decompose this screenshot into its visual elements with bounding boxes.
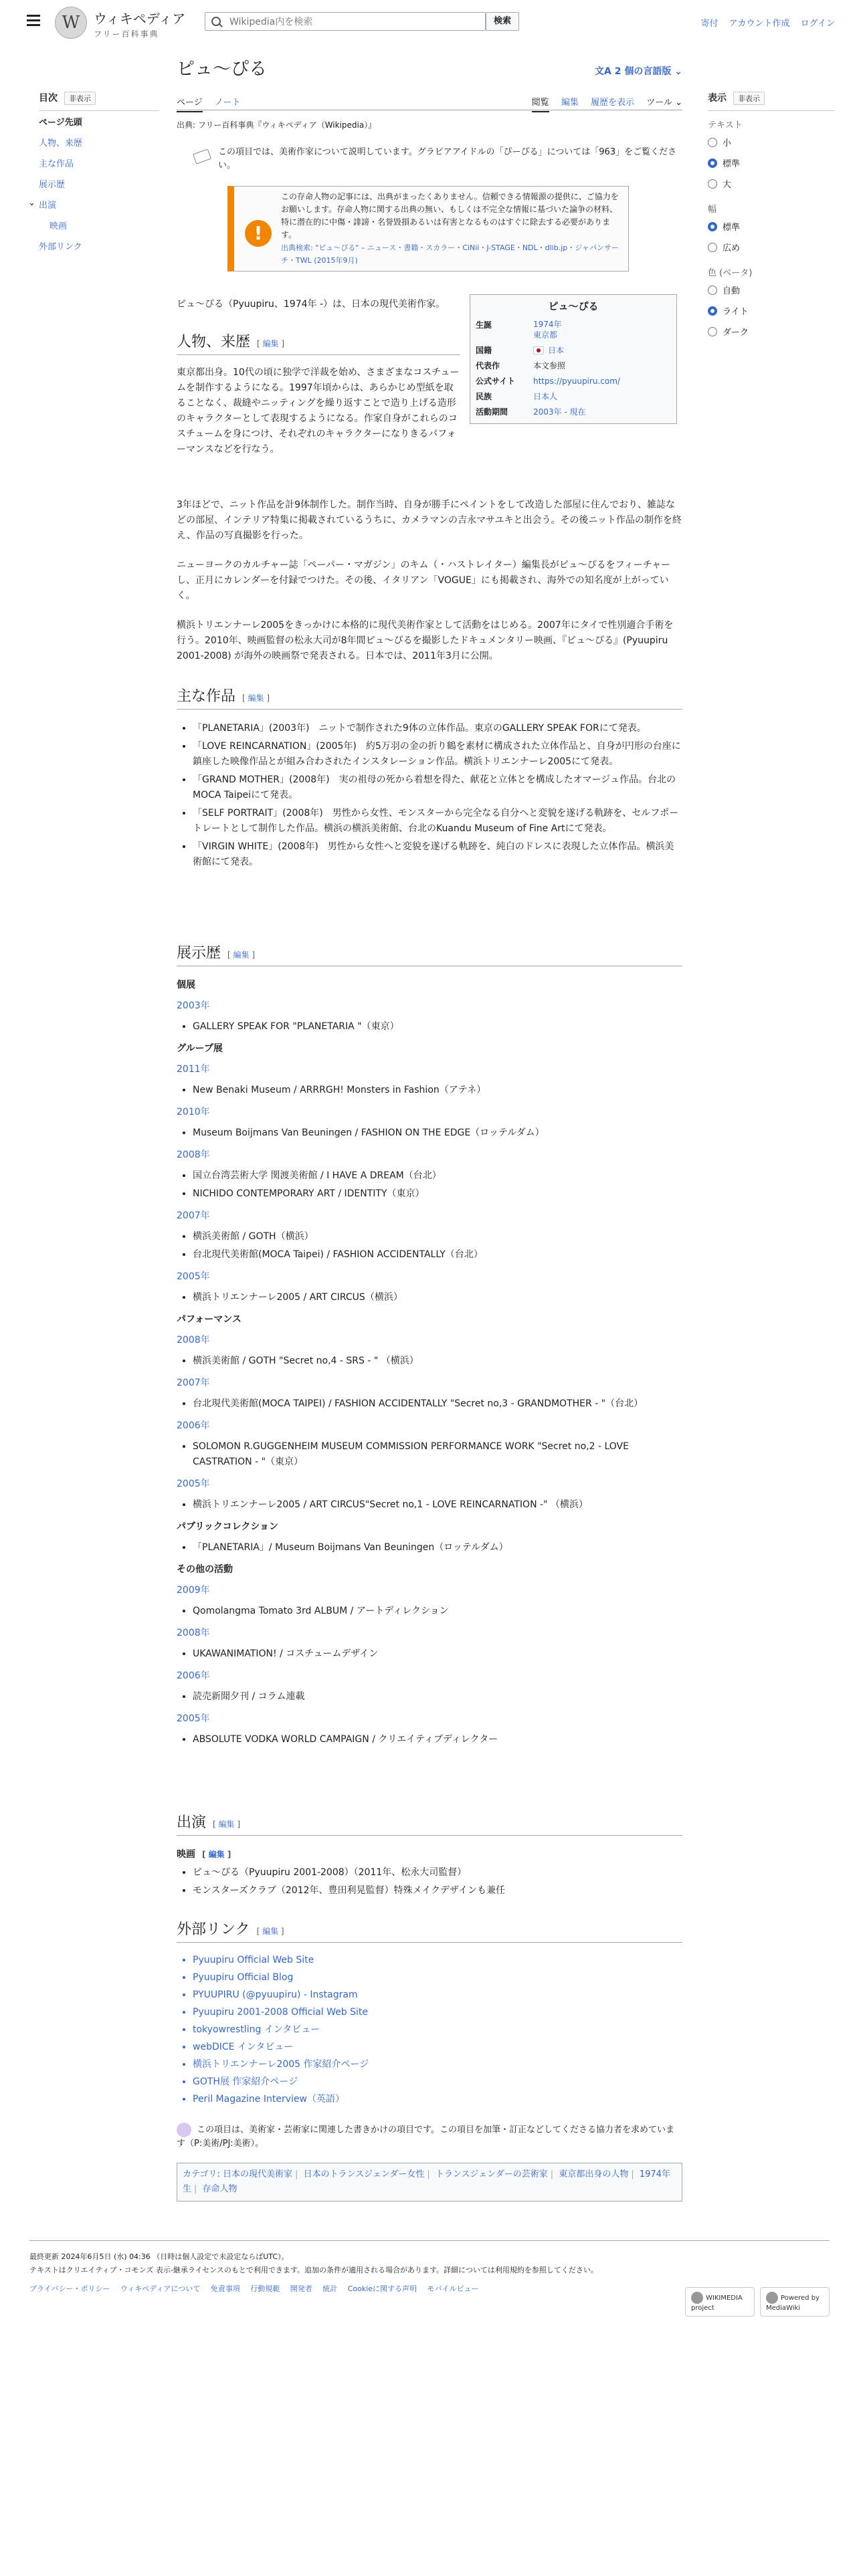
tools-label: ツール [646,98,672,108]
infobox-label: 代表作 [476,361,500,370]
tab-tools[interactable]: ツール ⌄ [646,98,682,108]
search-icon [211,17,221,26]
footer-link[interactable]: 行動規範 [250,2284,280,2293]
section-heading-works: 主な作品 [ 編集 ] [177,689,682,710]
footer-link[interactable]: Cookieに関する声明 [347,2284,417,2293]
hatnote [177,140,682,178]
exhibition-year-heading: 2006年 [177,1420,210,1431]
list-item: • SOLOMON R.GUGGENHEIM MUSEUM COMMISSION PERFORMANCE WORK "Secret no,2 - LOVE CASTRATION - "（東京） [193,1439,682,1470]
lead-paragraph: ピュ〜ぴる（Pyuupiru、1974年 -）は、日本の現代美術作家。 [177,299,446,310]
infobox-value-nationality [533,342,671,358]
category-link[interactable]: 日本のトランスジェンダー女性 [303,2169,425,2179]
heading-text: 外部リンク [177,1921,250,1938]
list-item: • 横浜トリエンナーレ2005 / ART CIRCUS"Secret no,1 - LOVE REINCARNATION -" （横浜） [193,1497,682,1513]
list-item: • ピュ〜ぴる（Pyuupiru 2001-2008）（2011年、松永大司監督） [193,1865,682,1881]
list-item: • New Benaki Museum / ARRRGH! Monsters in Fashion（アテネ） [193,1083,682,1098]
art-stub-icon [177,2123,191,2137]
radio-label: ダーク [723,328,749,338]
login-link[interactable]: ログイン [800,19,835,29]
list-item: • 「PLANETARIA」(2003年) ニットで制作された9体の立体作品。東京のGALLERY SPEAK FORにて発表。 [193,721,682,736]
wikimedia-badge[interactable] [685,2287,755,2317]
footer-link[interactable]: モバイルビュー [427,2284,479,2293]
color-auto-radio[interactable] [708,284,835,296]
badge-text: Powered by MediaWiki [766,2294,820,2312]
footer-link[interactable]: 免責事項 [210,2284,240,2293]
infobox-label: 生誕 [476,320,492,330]
exhibition-group-heading: 個展 [177,980,195,990]
category-link[interactable]: 1974年生 [183,2169,670,2194]
exhibition-year-heading: 2008年 [177,1628,210,1638]
exhibition-year-heading: 2006年 [177,1671,210,1681]
infobox-label: 活動期間 [476,407,508,417]
bio-paragraph-3: ニューヨークのカルチャー誌「ペーパー・マガジン」のキム（・ハストレイター）編集長がピュ〜ぴるをフィーチャーし、正月にカレンダーを付録でつけた。その後、イタリアン「VOGUE」にも掲載され、海外での知名度が上がっていく。 [177,560,671,601]
disambiguation-icon [193,148,211,164]
toc-title: 目次 [39,93,58,104]
bio-paragraph-4: 横浜トリエンナーレ2005をきっかけに本格的に現代美術作家として活動をはじめる。2007年にタイで性別適合手術を行う。2010年、映画監督の松永大司が8年間ピュ〜ぴるを撮影したドキュメンタリー映画、『ピュ〜ぴる』(Pyuupiru 2001-2008) が海外の映画祭で発表される。日本では、2011年3月に公開。 [177,620,674,661]
external-link[interactable]: • Pyuupiru 2001-2008 Official Web Site [193,2005,682,2020]
exhibition-list [177,1396,682,1412]
width-standard-radio[interactable] [708,220,835,233]
exhibition-list [177,1497,682,1513]
exhibition-list [177,1689,682,1705]
section-heading-appearances: 出演 [ 編集 ] [177,1815,682,1836]
exhibition-list [177,1604,682,1619]
exhibition-year-heading: 2010年 [177,1107,210,1117]
list-item: • 「LOVE REINCARNATION」(2005年) 約5万羽の金の折り鶴を素材に構成された立体作品と、自身が円形の台座に鎮座した映像作品とが組み合わされたインスタレーション作品。横浜トリエンナーレ2005にて発表。 [193,739,682,770]
film-section: 映画 [ 編集 ] • ピュ〜ぴる（Pyuupiru 2001-2008）（2011年、松永大司監督） • モンスターズクラブ（2012年、豊田利晃監督）特殊メイクデザインも兼任 [177,1847,682,1901]
exhibition-year-heading: 2003年 [177,1000,210,1011]
source-note: 出典: フリー百科事典『ウィキペディア（Wikipedia）』 [177,120,377,130]
exhibition-list [177,1229,682,1263]
exhibition-year-heading: 2007年 [177,1378,210,1388]
section-heading-exhibitions: 展示歴 [ 編集 ] [177,946,682,966]
edit-link[interactable]: 編集 [208,1850,225,1859]
exhibition-group-heading: パフォーマンス [177,1314,242,1325]
external-links-list [177,1953,682,2109]
external-link[interactable]: • 横浜トリエンナーレ2005 作家紹介ページ [193,2057,682,2072]
wikipedia-logo-icon[interactable]: W [55,7,87,39]
exhibition-year-heading: 2005年 [177,1713,210,1724]
exhibition-year-heading: 2011年 [177,1064,210,1075]
exhibition-year-heading: 2007年 [177,1210,210,1221]
exhibition-group-heading: グループ展 [177,1043,223,1054]
infobox-row [476,373,671,389]
wordmark-tagline: フリー百科事典 [94,29,159,39]
edit-link[interactable]: 編集 [262,339,279,348]
chevron-down-icon[interactable]: ⌄ [28,198,35,208]
toc-hide-button[interactable]: 非表示 [64,92,96,105]
tab-page[interactable]: ページ [177,98,203,112]
edit-link[interactable]: 編集 [218,1820,235,1829]
toc-item-film[interactable]: 映画 [50,221,68,231]
color-label: 色 (ベータ) [708,268,753,278]
citation-warning-box [227,186,629,272]
hatnote-text: この項目では、美術作家について説明しています。グラビアアイドルの「ぴーぴる」については「963」をご覧ください。 [218,147,677,171]
toc-item-exhibitions[interactable]: 展示歴 [39,180,66,190]
radio-label: 自動 [723,286,741,296]
search-button[interactable]: 検索 [486,12,519,31]
list-item: • 「PLANETARIA」/ Museum Boijmans Van Beuningen（ロッテルダム） [193,1540,682,1555]
create-account-link[interactable]: アカウント作成 [729,19,790,29]
toc-item-appearances-label: 出演 [39,201,57,211]
exhibition-year-heading: 2008年 [177,1335,210,1346]
appearance-title: 表示 [708,93,727,104]
warning-text: この存命人物の記事には、出典がまったくありません。信頼できる情報源の提供に、ご協力をお願いします。存命人物に関する出典の無い、もしくは不完全な情報に基づいた論争の材料、特に潜在的に中傷・誹謗・名誉毀損あるいは有害となるものはすぐに除去する必要があります。 [281,192,619,239]
exhibition-list [177,1290,682,1305]
infobox-value[interactable]: 日本 [548,345,565,355]
tab-read[interactable]: 閲覧 [532,98,549,112]
toc-item-links[interactable]: 外部リンク [39,242,82,252]
toc-item-appearances[interactable] [28,198,159,211]
subheading-film: 映画 [177,1849,195,1860]
badge-text: WIKIMEDIA project [691,2294,743,2312]
categories-label[interactable]: カテゴリ: [183,2169,220,2179]
page-title: ピュ〜ぴる [177,59,267,80]
source-search-links[interactable]: 出典検索: "ピュ〜ぴる" – ニュース・書籍・スカラー・CiNii・J-STAGE・NDL・dlib.jp・ジャパンサーチ・TWL (2015年9月) [281,243,619,265]
section-heading-links: 外部リンク [ 編集 ] [177,1922,682,1943]
language-icon: 文A [595,66,615,77]
exhibition-group-heading: その他の活動 [177,1564,233,1575]
exhibition-list [177,1083,682,1098]
external-link[interactable]: • tokyowrestling インタビュー [193,2022,682,2037]
color-dark-radio[interactable] [708,325,835,338]
infobox-value[interactable]: 日本人 [533,391,558,401]
category-link[interactable]: 存命人物 [202,2184,237,2194]
page-tabs [177,91,682,110]
footer-link[interactable]: 開発者 [290,2284,312,2293]
list-item: • 横浜美術館 / GOTH（横浜） [193,1229,682,1245]
edit-link[interactable]: 編集 [248,693,264,703]
exhibition-year-heading: 2005年 [177,1271,210,1282]
exhibitions-list [177,978,682,1754]
search-box [205,12,486,31]
radio-label: 大 [723,180,732,190]
mediawiki-badge[interactable] [760,2287,830,2317]
footer-link[interactable]: 統計 [322,2284,338,2293]
wordmark[interactable] [94,8,185,39]
list-item: • Qomolangma Tomato 3rd ALBUM / アートディレクション [193,1604,682,1619]
edit-link[interactable]: 編集 [233,950,250,960]
infobox-row [476,358,671,373]
edit-link[interactable]: 編集 [262,1927,279,1936]
radio-label: ライト [723,307,749,317]
list-item: • 「GRAND MOTHER」(2008年) 実の祖母の死から着想を得た、献花と立体とを構成したオマージュ作品。台北のMOCA Taipeiにて発表。 [193,772,682,803]
exhibition-list [177,1646,682,1662]
list-item: • 「SELF PORTRAIT」(2008年) 男性から女性、モンスターから完全なる自分へと変貌を遂げる軌跡を、セルフポートレートとして制作した作品。横浜の横浜美術館、台北のKuandu Museum of Fine Artにて発表。 [193,806,682,837]
category-link[interactable]: 日本の現代美術家 [223,2169,293,2179]
list-item: • Museum Boijmans Van Beuningen / FASHION ON THE EDGE（ロッテルダム） [193,1125,682,1141]
footer-link[interactable]: プライバシー・ポリシー [29,2284,110,2293]
list-item: • ABSOLUTE VODKA WORLD CAMPAIGN / クリエイティブディレクター [193,1732,682,1747]
main-content [177,56,682,2194]
list-item: • 読売新聞夕刊 / コラム連載 [193,1689,682,1705]
external-link[interactable]: • Peril Magazine Interview（英語） [193,2092,682,2107]
search-input[interactable] [228,15,478,29]
exhibition-list [177,1019,682,1035]
radio-label: 標準 [723,223,741,233]
donate-link[interactable]: 寄付 [700,19,719,29]
exhibition-list [177,1168,682,1202]
infobox-row [476,317,671,342]
infobox-label: 国籍 [476,346,492,355]
heading-text: 出演 [177,1814,207,1831]
infobox-table [476,317,671,419]
tab-history[interactable]: 履歴を表示 [591,98,635,108]
language-button[interactable]: 文A 2 個の言語版 ⌄ [595,66,682,77]
exhibition-group-heading: パブリックコレクション [177,1521,279,1532]
language-count: 2 個の言語版 [614,66,672,77]
external-link[interactable]: • Pyuupiru Official Blog [193,1970,682,1985]
main-menu-icon[interactable] [27,15,40,25]
infobox-value[interactable]: https://pyuupiru.com/ [533,376,620,386]
text-size-small-radio[interactable] [708,136,835,148]
heading-text: 人物、来歴 [177,334,251,350]
infobox-row [476,342,671,358]
infobox-row [476,389,671,404]
category-box: カテゴリ: 日本の現代美術家 | 日本のトランスジェンダー女性 | トランスジェンダーの芸術家 | 東京都出身の人物 | 1974年生 | 存命人物 [177,2163,682,2202]
license-notice: テキストはクリエイティブ・コモンズ 表示-継承ライセンスのもとで利用できます。追加の条件が適用される場合があります。詳細については利用規約を参照してください。 [29,2266,598,2274]
appearance-hide-button[interactable]: 非表示 [733,92,765,105]
wordmark-title: ウィキペディア [94,11,186,27]
infobox-value[interactable]: 1974年 東京都 [533,320,562,340]
infobox-label: 民族 [476,392,492,401]
list-item: • モンスターズクラブ（2012年、豊田利晃監督）特殊メイクデザインも兼任 [193,1883,682,1899]
list-item: • 台北現代美術館(MOCA TAIPEI) / FASHION ACCIDENTALLY "Secret no,3 - GRANDMOTHER - "（台北） [193,1396,682,1412]
bio-paragraph-2: 3年ほどで、ニット作品を計9体制作した。制作当時、自身が勝手にペイントをして改造した部屋に住んでおり、雑誌などの部屋、インテリア特集に掲載されているうちに、カメラマンの吉永マサユキと出会う。その後ニット作品の制作を終え、作品の写真撮影を行った。 [177,500,682,541]
wikimedia-icon [691,2292,703,2304]
list-item: • NICHIDO CONTEMPORARY ART / IDENTITY（東京） [193,1186,682,1202]
mediawiki-icon [766,2292,778,2304]
table-of-contents [28,91,159,260]
appearance-panel [708,91,835,346]
toc-item-works[interactable]: 主な作品 [39,159,74,169]
text-size-label: テキスト [708,120,743,130]
category-link[interactable]: トランスジェンダーの芸術家 [435,2169,548,2179]
works-list [177,721,682,873]
radio-label: 標準 [723,159,741,169]
external-link[interactable]: • Pyuupiru Official Web Site [193,1953,682,1967]
exhibition-list [177,1354,682,1369]
infobox-title: ピュ〜ぴる [548,300,599,312]
exhibition-list [177,1439,682,1470]
color-light-radio[interactable] [708,304,835,317]
infobox [470,294,677,424]
list-item: • 「VIRGIN WHITE」(2008年) 男性から女性へと変貌を遂げる軌跡を、純白のドレスに表現した立体作品。横浜美術館にて発表。 [193,839,682,870]
category-link[interactable]: 東京都出身の人物 [559,2169,629,2179]
exhibition-list [177,1125,682,1141]
bio-paragraph-1: 東京都出身。10代の頃に独学で洋裁を始め、さまざまなコスチュームを制作するようになる。1997年頃からは、あらかじめ型紙を取ることなく、裁縫やニッティングを繰り返すことで造り上げる造形のキャラクターとして表現するようになる。作家自身がこれらのコスチュームを身につけ、それぞれのキャラクターになりきるパフォーマンスなどを行なう。 [177,367,460,455]
heading-text: 展示歴 [177,945,221,962]
stub-text: この項目は、美術家・芸術家に関連した書きかけの項目です。この項目を加筆・訂正などしてくださる協力者を求めています（P:美術/PJ:美術）。 [177,2125,674,2149]
width-label: 幅 [708,205,717,215]
stub-notice [177,2123,682,2151]
list-item: • GALLERY SPEAK FOR "PLANETARIA "（東京） [193,1019,682,1035]
tab-edit[interactable]: 編集 [561,98,579,108]
external-link[interactable]: • GOTH展 作家紹介ページ [193,2074,682,2089]
list-item: • 横浜美術館 / GOTH "Secret no,4 - SRS - " （横浜） [193,1354,682,1369]
list-item: • 台北現代美術館(MOCA Taipei) / FASHION ACCIDENTALLY（台北） [193,1247,682,1263]
external-link[interactable]: • webDICE インタビュー [193,2040,682,2054]
exhibition-year-heading: 2008年 [177,1150,210,1160]
section-heading-bio: 人物、来歴 [ 編集 ] [177,334,460,355]
infobox-value: 本文参照 [533,360,566,370]
last-modified: 最終更新 2024年6月5日 (水) 04:36 （日時は個人設定で未設定ならばUTC）。 [29,2252,289,2261]
radio-label: 小 [723,138,732,148]
toc-item-top[interactable]: ページ先頭 [39,118,82,128]
text-size-large-radio[interactable] [708,177,835,190]
infobox-value[interactable]: 2003年 - 現在 [533,407,586,417]
width-wide-radio[interactable] [708,241,835,253]
text-size-standard-radio[interactable] [708,156,835,169]
japan-flag-icon [533,346,544,354]
exhibition-year-heading: 2005年 [177,1479,210,1489]
list-item: • 横浜トリエンナーレ2005 / ART CIRCUS（横浜） [193,1290,682,1305]
toc-item-bio[interactable]: 人物、来歴 [39,138,83,148]
site-header [0,0,859,43]
infobox-label: 公式サイト [476,377,516,386]
heading-text: 主な作品 [177,688,236,705]
exhibition-list [177,1732,682,1747]
radio-label: 広め [723,243,741,253]
warning-icon: ! [245,220,272,247]
list-item: • 国立台湾芸術大学 関渡美術館 / I HAVE A DREAM（台北） [193,1168,682,1184]
footer-link[interactable]: ウィキペディアについて [120,2284,201,2293]
external-link[interactable]: • PYUUPIRU (@pyuupiru) - Instagram [193,1988,682,2002]
user-links [692,16,835,29]
infobox-row [476,404,671,419]
tab-talk[interactable]: ノート [214,98,241,108]
list-item: • UKAWANIMATION! / コスチュームデザイン [193,1646,682,1662]
exhibition-list [177,1540,682,1555]
exhibition-year-heading: 2009年 [177,1585,210,1596]
